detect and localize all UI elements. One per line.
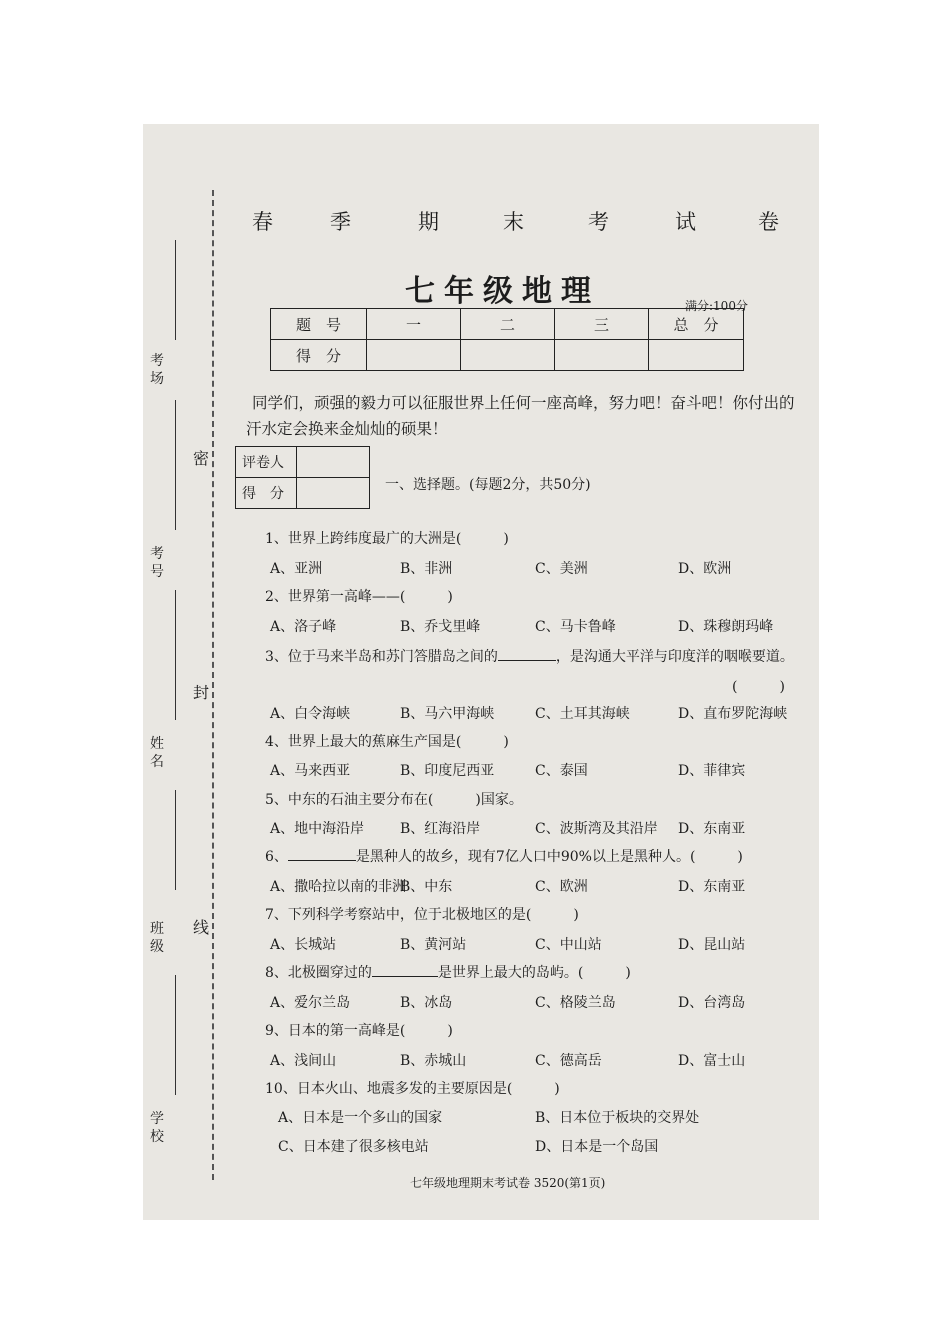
name-line bbox=[175, 790, 176, 890]
grader-reviewer-label: 评卷人 bbox=[236, 447, 297, 478]
seal-feng: 封 bbox=[193, 683, 210, 702]
option: D、珠穆朗玛峰 bbox=[678, 619, 774, 635]
option: C、德高岳 bbox=[535, 1053, 602, 1069]
option: B、马六甲海峡 bbox=[400, 706, 495, 722]
binding-dashed-line bbox=[212, 190, 214, 1180]
label-class: 班级 bbox=[150, 921, 164, 955]
question-stem bbox=[265, 962, 631, 982]
question-text: 8、北极圈穿过的 bbox=[265, 965, 372, 981]
question-stem: 1、世界上跨纬度最广的大洲是( ) bbox=[265, 531, 509, 547]
option: A、日本是一个多山的国家 bbox=[278, 1110, 443, 1126]
option: C、中山站 bbox=[535, 937, 602, 953]
option: D、台湾岛 bbox=[678, 995, 746, 1011]
header-char: 期 bbox=[418, 210, 439, 234]
question-stem: 4、世界上最大的蕉麻生产国是( ) bbox=[265, 734, 509, 750]
option: C、欧洲 bbox=[535, 879, 588, 895]
option: A、洛子峰 bbox=[270, 619, 337, 635]
option: C、格陵兰岛 bbox=[535, 995, 616, 1011]
seal-xian: 线 bbox=[193, 918, 210, 937]
header-char: 卷 bbox=[758, 210, 779, 234]
label-school: 学校 bbox=[150, 1111, 164, 1145]
intro-line-2: 汗水定会换来金灿灿的硕果！ bbox=[246, 420, 448, 438]
exam-room-line-lower bbox=[175, 400, 176, 530]
question-stem bbox=[265, 646, 794, 666]
option: C、马卡鲁峰 bbox=[535, 619, 616, 635]
header-char: 考 bbox=[588, 210, 609, 234]
score-header-cell: 三 bbox=[555, 309, 649, 340]
question-text: 6、 bbox=[265, 849, 288, 865]
option: A、浅间山 bbox=[270, 1053, 337, 1069]
option: B、非洲 bbox=[400, 561, 453, 577]
header-char: 季 bbox=[330, 210, 351, 234]
option: C、波斯湾及其沿岸 bbox=[535, 821, 658, 837]
exam-room-line bbox=[175, 240, 176, 340]
fill-blank[interactable] bbox=[288, 848, 356, 861]
label-exam-number: 考号 bbox=[150, 546, 164, 580]
score-header-cell: 二 bbox=[461, 309, 555, 340]
option: C、土耳其海峡 bbox=[535, 706, 630, 722]
option: B、冰岛 bbox=[400, 995, 453, 1011]
question-stem: 9、日本的第一高峰是( ) bbox=[265, 1023, 453, 1039]
option: B、黄河站 bbox=[400, 937, 467, 953]
score-header-cell: 题 号 bbox=[271, 309, 367, 340]
option: D、日本是一个岛国 bbox=[535, 1139, 659, 1155]
option: B、中东 bbox=[400, 879, 453, 895]
question-stem bbox=[265, 846, 743, 866]
grader-score-cell bbox=[297, 478, 370, 509]
option: B、日本位于板块的交界处 bbox=[535, 1110, 700, 1126]
option: B、赤城山 bbox=[400, 1053, 467, 1069]
question-text: 是世界上最大的岛屿。( ) bbox=[437, 965, 631, 981]
fill-blank[interactable] bbox=[372, 964, 438, 977]
score-header-cell: 一 bbox=[367, 309, 461, 340]
option: D、菲律宾 bbox=[678, 763, 746, 779]
option: D、东南亚 bbox=[678, 879, 746, 895]
exam-number-line bbox=[175, 590, 176, 720]
option: D、欧洲 bbox=[678, 561, 732, 577]
full-mark: 满分:100分 bbox=[685, 299, 748, 313]
score-row-label: 得 分 bbox=[271, 340, 367, 371]
header-char: 末 bbox=[503, 210, 524, 234]
grader-reviewer-cell bbox=[297, 447, 370, 478]
option: A、白令海峡 bbox=[270, 706, 351, 722]
class-line bbox=[175, 975, 176, 1095]
question-text: 3、位于马来半岛和苏门答腊岛之间的 bbox=[265, 649, 498, 665]
question-text: ，是沟通大平洋与印度洋的咽喉要道。 bbox=[555, 649, 794, 665]
score-cell bbox=[367, 340, 461, 371]
option: A、马来西亚 bbox=[270, 763, 351, 779]
score-cell bbox=[461, 340, 555, 371]
page-footer: 七年级地理期末考试卷 3520(第1页) bbox=[410, 1176, 606, 1190]
option: C、美洲 bbox=[535, 561, 588, 577]
option: C、日本建了很多核电站 bbox=[278, 1139, 429, 1155]
option: B、乔戈里峰 bbox=[400, 619, 481, 635]
option: B、红海沿岸 bbox=[400, 821, 481, 837]
question-stem: 10、日本火山、地震多发的主要原因是( ) bbox=[265, 1081, 560, 1097]
grader-table bbox=[235, 446, 370, 509]
answer-parens: ( ) bbox=[732, 679, 785, 695]
option: C、泰国 bbox=[535, 763, 588, 779]
option: B、印度尼西亚 bbox=[400, 763, 495, 779]
section-title: 一、选择题。(每题2分，共50分) bbox=[385, 477, 591, 493]
option: A、爱尔兰岛 bbox=[270, 995, 351, 1011]
label-name: 姓名 bbox=[150, 736, 164, 770]
option: A、亚洲 bbox=[270, 561, 323, 577]
page-title: 七年级地理 bbox=[405, 274, 600, 309]
intro-line-1: 同学们，顽强的毅力可以征服世界上任何一座高峰，努力吧！奋斗吧！你付出的 bbox=[252, 394, 795, 412]
score-cell bbox=[649, 340, 744, 371]
question-stem: 5、中东的石油主要分布在( )国家。 bbox=[265, 792, 523, 808]
grader-score-label: 得 分 bbox=[236, 478, 297, 509]
option: A、地中海沿岸 bbox=[270, 821, 365, 837]
fill-blank[interactable] bbox=[498, 648, 556, 661]
option: D、东南亚 bbox=[678, 821, 746, 837]
option: A、撒哈拉以南的非洲 bbox=[270, 879, 407, 895]
label-exam-room: 考场 bbox=[150, 353, 164, 387]
question-stem: 2、世界第一高峰——( ) bbox=[265, 589, 453, 605]
option: A、长城站 bbox=[270, 937, 337, 953]
score-header-cell: 总 分 bbox=[649, 309, 744, 340]
score-cell bbox=[555, 340, 649, 371]
option: D、昆山站 bbox=[678, 937, 746, 953]
question-stem: 7、下列科学考察站中，位于北极地区的是( ) bbox=[265, 907, 579, 923]
score-table bbox=[270, 308, 744, 371]
question-text: 是黑种人的故乡，现有7亿人口中90%以上是黑种人。( ) bbox=[355, 849, 743, 865]
option: D、直布罗陀海峡 bbox=[678, 706, 788, 722]
header-char: 试 bbox=[675, 210, 696, 234]
seal-mi: 密 bbox=[193, 449, 210, 468]
option: D、富士山 bbox=[678, 1053, 746, 1069]
header-char: 春 bbox=[252, 210, 273, 234]
